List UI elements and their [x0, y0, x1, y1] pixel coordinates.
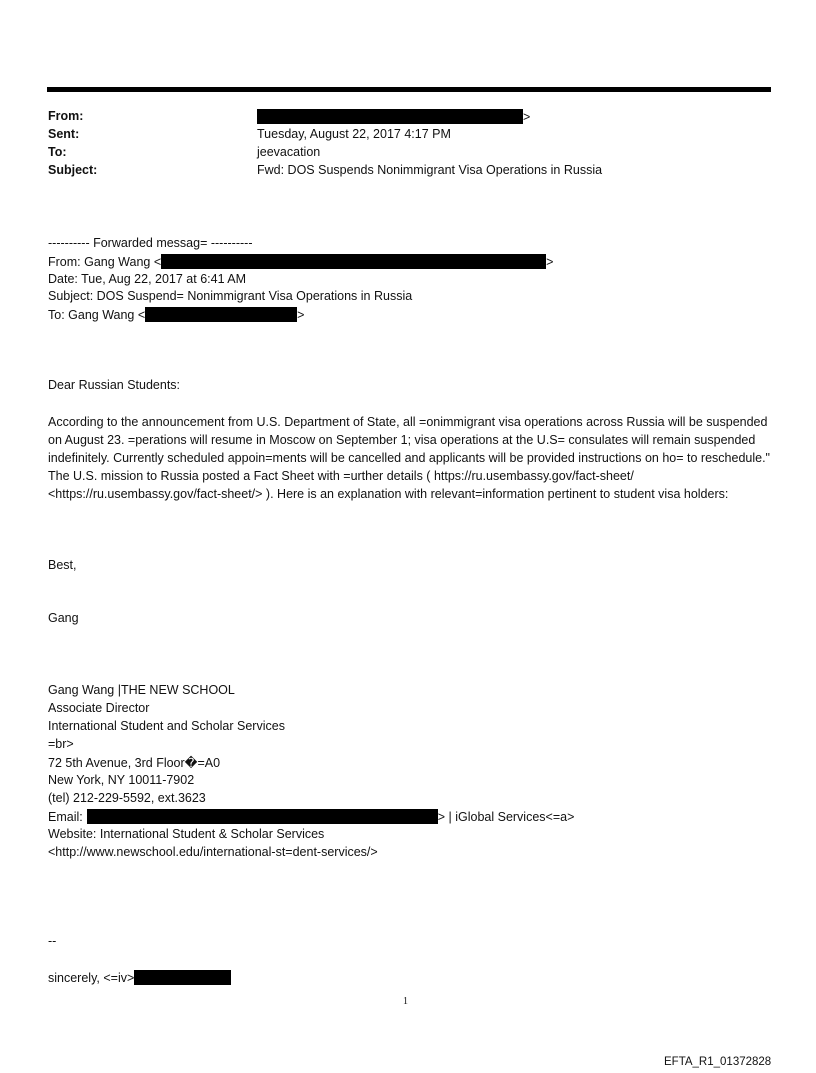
- signature-url: <http://www.newschool.edu/international-st=dent-services/>: [48, 845, 378, 859]
- from-label: From:: [48, 109, 84, 123]
- redaction-box: [257, 109, 523, 124]
- greeting: Dear Russian Students:: [48, 378, 181, 392]
- signature-line: Associate Director: [48, 701, 150, 715]
- sincerely-text: sincerely, <=iv>: [48, 971, 135, 985]
- to-value: jeevacation: [257, 145, 321, 159]
- forwarded-date: Date: Tue, Aug 22, 2017 at 6:41 AM: [48, 272, 247, 286]
- signature-line: (tel) 212-229-5592, ext.3623: [48, 791, 206, 805]
- signature-line: International Student and Scholar Services: [48, 719, 285, 733]
- body-paragraph: According to the announcement from U.S. Department of State, all =onimmigrant visa operations across Russia will be suspended on August 23. =perations will resume in Moscow on September 1; visa operations at the U.S= consulates will remain suspended indefinitely. Currently scheduled appoin=ments will be cancelled and applicants will be provided instructions on ho= to reschedule." The U.S. mission to Russia posted a Fact Sheet with =urther details ( https://ru.usembassy.gov/fact-sheet/ <https://ru.usembassy.gov/fact-sheet/> ). Here is an explanation with relevant=information pertinent to student visa holders:: [48, 415, 770, 501]
- email-suffix: > | iGlobal Services<=a>: [437, 810, 575, 824]
- header-rule: [47, 87, 771, 92]
- signature-line: 72 5th Avenue, 3rd Floor�=A0: [48, 756, 221, 770]
- redaction-box: [87, 809, 438, 824]
- redaction-box: [134, 970, 231, 985]
- sent-label: Sent:: [48, 127, 80, 141]
- signature-line: =br>: [48, 737, 74, 751]
- signature-email: [48, 809, 574, 824]
- signature-website: Website: International Student & Scholar Services: [48, 827, 325, 841]
- closing: Best,: [48, 558, 77, 572]
- page-number: 1: [403, 996, 408, 1007]
- forwarded-from: [48, 254, 553, 269]
- forwarded-to-prefix: To: Gang Wang <: [48, 308, 146, 322]
- forwarded-from-prefix: From: Gang Wang <: [48, 255, 162, 269]
- forwarded-banner: ---------- Forwarded messag= ----------: [48, 236, 253, 250]
- dash-separator: --: [48, 934, 57, 948]
- signature-line: Gang Wang |THE NEW SCHOOL: [48, 683, 235, 697]
- redaction-box: [161, 254, 546, 269]
- from-value: [257, 109, 530, 124]
- forwarded-from-suffix: >: [546, 255, 554, 269]
- email-label: Email:: [48, 810, 83, 824]
- sender-name: Gang: [48, 611, 79, 625]
- subject-value: Fwd: DOS Suspends Nonimmigrant Visa Operations in Russia: [257, 163, 603, 177]
- to-label: To:: [48, 145, 67, 159]
- forwarded-to-suffix: >: [297, 308, 305, 322]
- subject-label: Subject:: [48, 163, 98, 177]
- forwarded-to: [48, 307, 304, 322]
- from-suffix: >: [523, 110, 531, 124]
- forwarded-subject: Subject: DOS Suspend= Nonimmigrant Visa Operations in Russia: [48, 289, 413, 303]
- sent-value: Tuesday, August 22, 2017 4:17 PM: [257, 127, 451, 141]
- sincerely-line: [48, 970, 231, 985]
- redaction-box: [145, 307, 297, 322]
- signature-line: New York, NY 10011-7902: [48, 773, 195, 787]
- bates-number: EFTA_R1_01372828: [664, 1056, 772, 1068]
